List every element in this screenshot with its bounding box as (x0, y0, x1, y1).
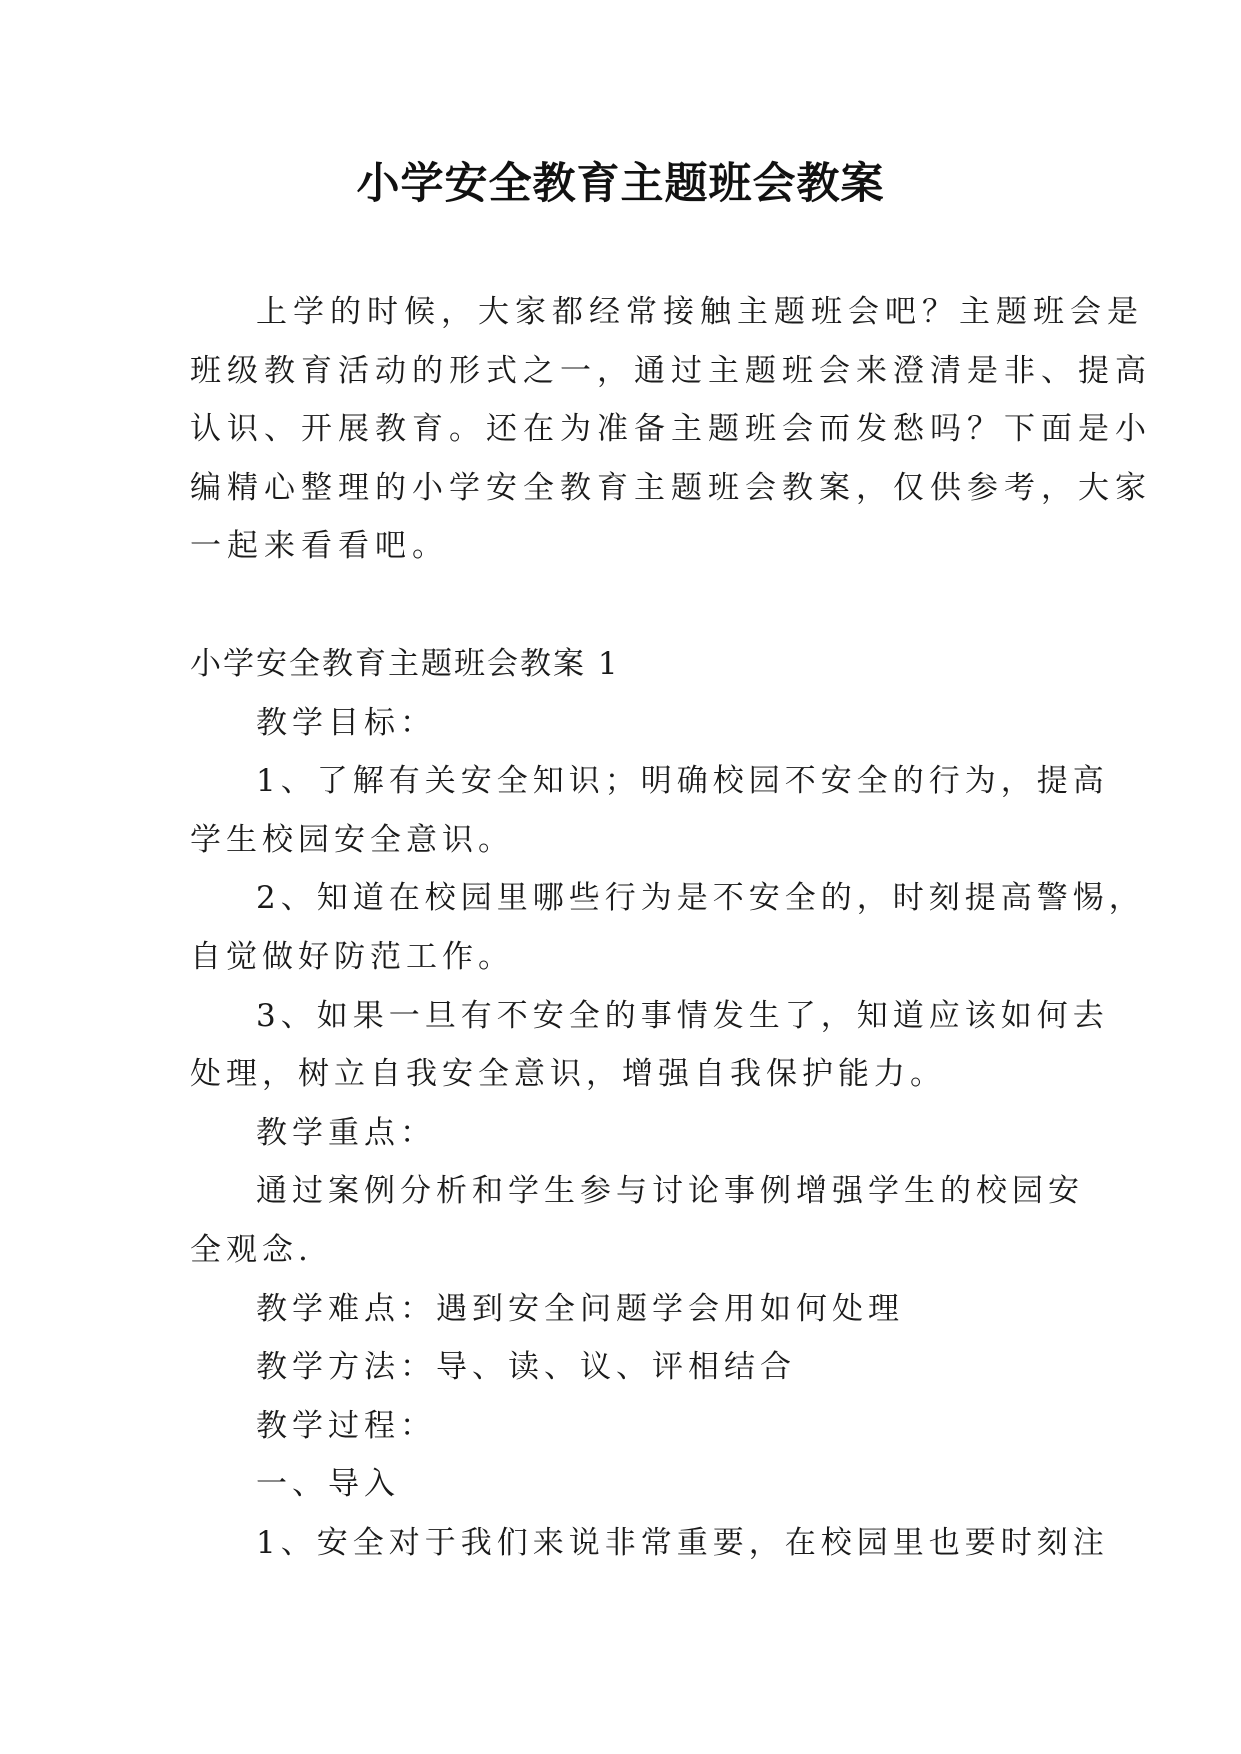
section-heading: 小学安全教育主题班会教案 1 (190, 646, 620, 682)
document-title: 小学安全教育主题班会教案 (356, 159, 885, 209)
body-line: 教学过程： (256, 1407, 436, 1444)
body-line: 1、安全对于我们来说非常重要，在校园里也要时刻注 (256, 1524, 1109, 1561)
body-line: 教学难点：遇到安全问题学会用如何处理 (256, 1290, 904, 1327)
intro-line: 一起来看看吧。 (190, 528, 449, 565)
lesson-plan-body (190, 635, 1145, 1573)
body-line: 通过案例分析和学生参与讨论事例增强学生的校园安 (256, 1173, 1084, 1210)
body-line: 一、导入 (256, 1466, 400, 1503)
intro-paragraph (190, 283, 1152, 576)
intro-line: 编精心整理的小学安全教育主题班会教案，仅供参考，大家 (190, 469, 1152, 506)
body-line: 1、了解有关安全知识；明确校园不安全的行为，提高 (256, 763, 1109, 800)
body-line: 3、如果一旦有不安全的事情发生了，知道应该如何去 (256, 997, 1109, 1034)
body-line: 教学目标： (256, 704, 436, 741)
body-line: 处理，树立自我安全意识，增强自我保护能力。 (190, 1056, 946, 1093)
intro-line: 上学的时候，大家都经常接触主题班会吧？主题班会是 (256, 294, 1144, 330)
body-line: 2、知道在校园里哪些行为是不安全的，时刻提高警惕， (256, 880, 1145, 917)
intro-line: 班级教育活动的形式之一，通过主题班会来澄清是非、提高 (190, 352, 1152, 389)
intro-line: 认识、开展教育。还在为准备主题班会而发愁吗？下面是小 (190, 411, 1152, 448)
body-line: 自觉做好防范工作。 (190, 938, 514, 975)
body-line: 学生校园安全意识。 (190, 821, 514, 858)
body-line: 教学方法：导、读、议、评相结合 (256, 1349, 796, 1386)
body-line: 教学重点： (256, 1114, 436, 1151)
body-line: 全观念. (190, 1231, 313, 1268)
